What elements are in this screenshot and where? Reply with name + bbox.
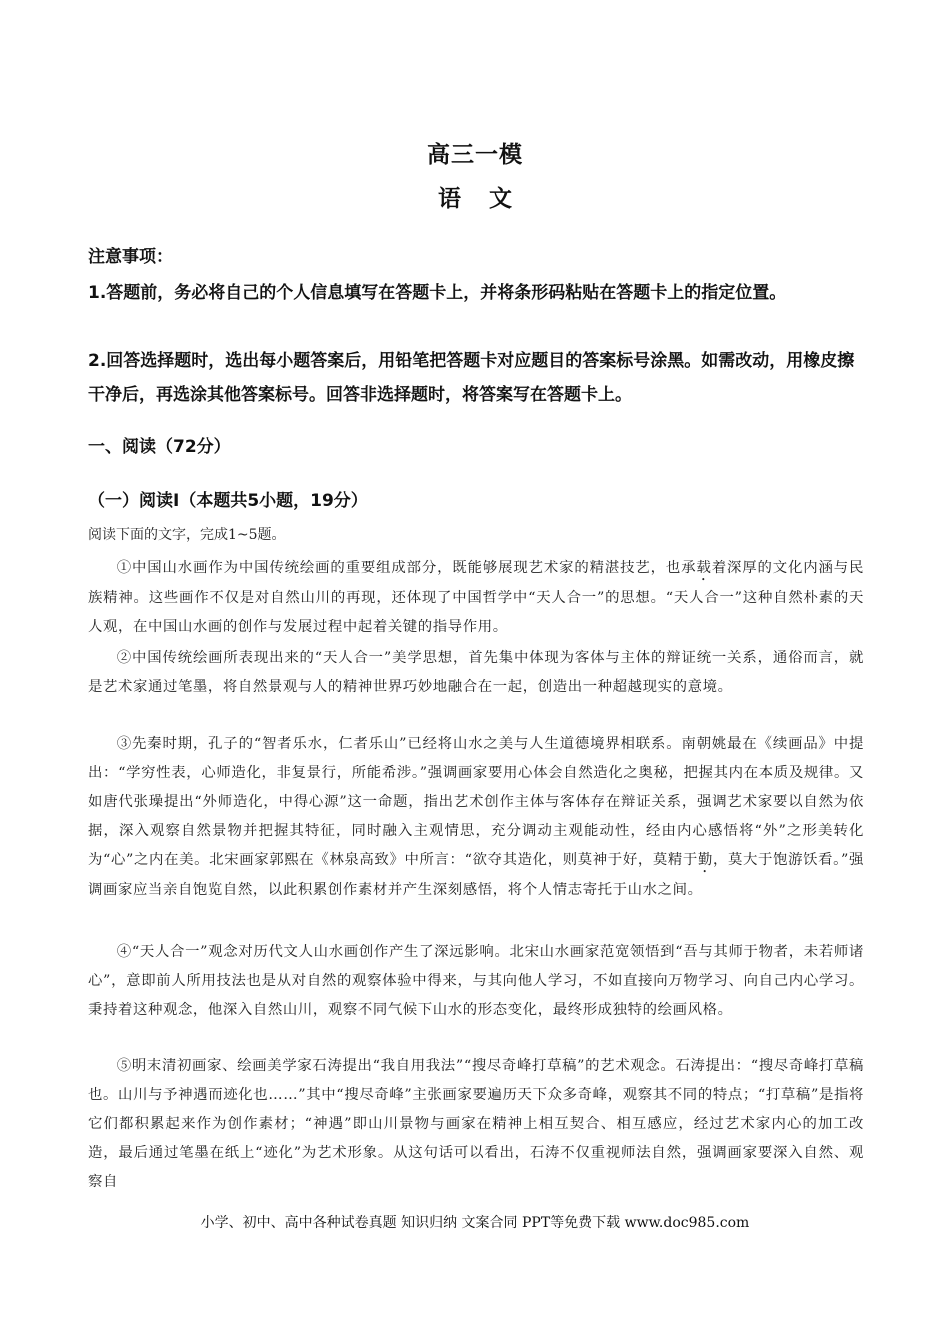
part-heading: 一、阅读（72分） <box>88 437 231 457</box>
footer-advert: 小学、初中、高中各种试卷真题 知识归纳 文案合同 PPT等免费下载 www.doc985.com <box>200 1215 750 1231</box>
subsection-heading: （一）阅读Ⅰ（本题共5小题，19分） <box>88 491 368 511</box>
passage-paragraph-2: ②中国传统绘画所表现出来的“天人合一”美学思想，首先集中体现为客体与主体的辩证统一关系，通俗而言，就是艺术家通过笔墨，将自然景观与人的精神世界巧妙地融合在一起，创造出一种超越现实的意境。 <box>88 650 864 695</box>
exam-title: 高三一模 <box>427 141 523 168</box>
passage-paragraph-5: ⑤明末清初画家、绘画美学家石涛提出“我自用我法”“搜尽奇峰打草稿”的艺术观念。石涛提出：“搜尽奇峰打草稿也。山川与予神遇而迹化也……”其中“搜尽奇峰”主张画家要遍历天下众多奇峰，观察其不同的特点；“打草稿”是指将它们都积累起来作为创作素材；“神遇”即山川景物与画家在精神上相互契合、相互感应，经过艺术家内心的加工改造，最后通过笔墨在纸上“迹化”为艺术形象。从这句话可以看出，石涛不仅重视师法自然，强调画家要深入自然、观察自 <box>88 1058 864 1190</box>
p3-text-b: ，莫大于饱游饫看。”强调画家应当亲自饱览自然，以此积累创作素材并产生深刻感悟，将个人情志寄托于山水之间。 <box>88 852 864 898</box>
p1-text-b: 着深厚的文化内涵与民族精神。这些画作不仅是对自然山川的再现，还体现了中国哲学中“天人合一”的思想。“天人合一”这种自然朴素的天人观，在中国山水画的创作与发展过程中起着关键的指导作用。 <box>88 560 864 635</box>
p1-text-a: ①中国山水画作为中国传统绘画的重要组成部分，既能够展现艺术家的精湛技艺，也承 <box>116 560 697 576</box>
passage-paragraph-1 <box>88 554 864 642</box>
p1-emphasis: 载 <box>696 560 712 576</box>
p3-text-a: ③先秦时期，孔子的“智者乐水，仁者乐山”已经将山水之美与人生道德境界相联系。南朝姚最在《续画品》中提出：“学穷性表，心师造化，非复景行，所能希涉。”强调画家要用心体会自然造化之奥秘，把握其内在本质及规律。又如唐代张璪提出“外师造化，中得心源”这一命题，指出艺术创作主体与客体存在辩证关系，强调艺术家要以自然为依据，深入观察自然景物并把握其特征，同时融入主观情思，充分调动主观能动性，经由内心感悟将“外”之形美转化为“心”之内在美。北宋画家郭熙在《林泉高致》中所言：“欲夺其造化，则莫神于好，莫精于 <box>88 736 864 868</box>
notice-item-1: 1.答题前，务必将自己的个人信息填写在答题卡上，并将条形码粘贴在答题卡上的指定位置。 <box>88 283 787 303</box>
notice-heading: 注意事项： <box>88 247 173 267</box>
p3-emphasis: 勤 <box>697 852 713 868</box>
reading-instruction: 阅读下面的文字，完成1~5题。 <box>88 527 286 543</box>
passage-paragraph-4: ④“天人合一”观念对历代文人山水画创作产生了深远影响。北宋山水画家范宽领悟到“吾与其师于物者，未若师诸心”，意即前人所用技法也是从对自然的观察体验中得来，与其向他人学习，不如直接向万物学习、向自己内心学习。秉持着这种观念，他深入自然山川，观察不同气候下山水的形态变化，最终形成独特的绘画风格。 <box>88 944 864 1018</box>
subject-title: 语 文 <box>437 185 522 212</box>
notice-item-2: 2.回答选择题时，选出每小题答案后，用铅笔把答题卡对应题目的答案标号涂黑。如需改动，用橡皮擦干净后，再选涂其他答案标号。回答非选择题时，将答案写在答题卡上。 <box>88 351 855 405</box>
passage-paragraph-3 <box>88 730 864 905</box>
